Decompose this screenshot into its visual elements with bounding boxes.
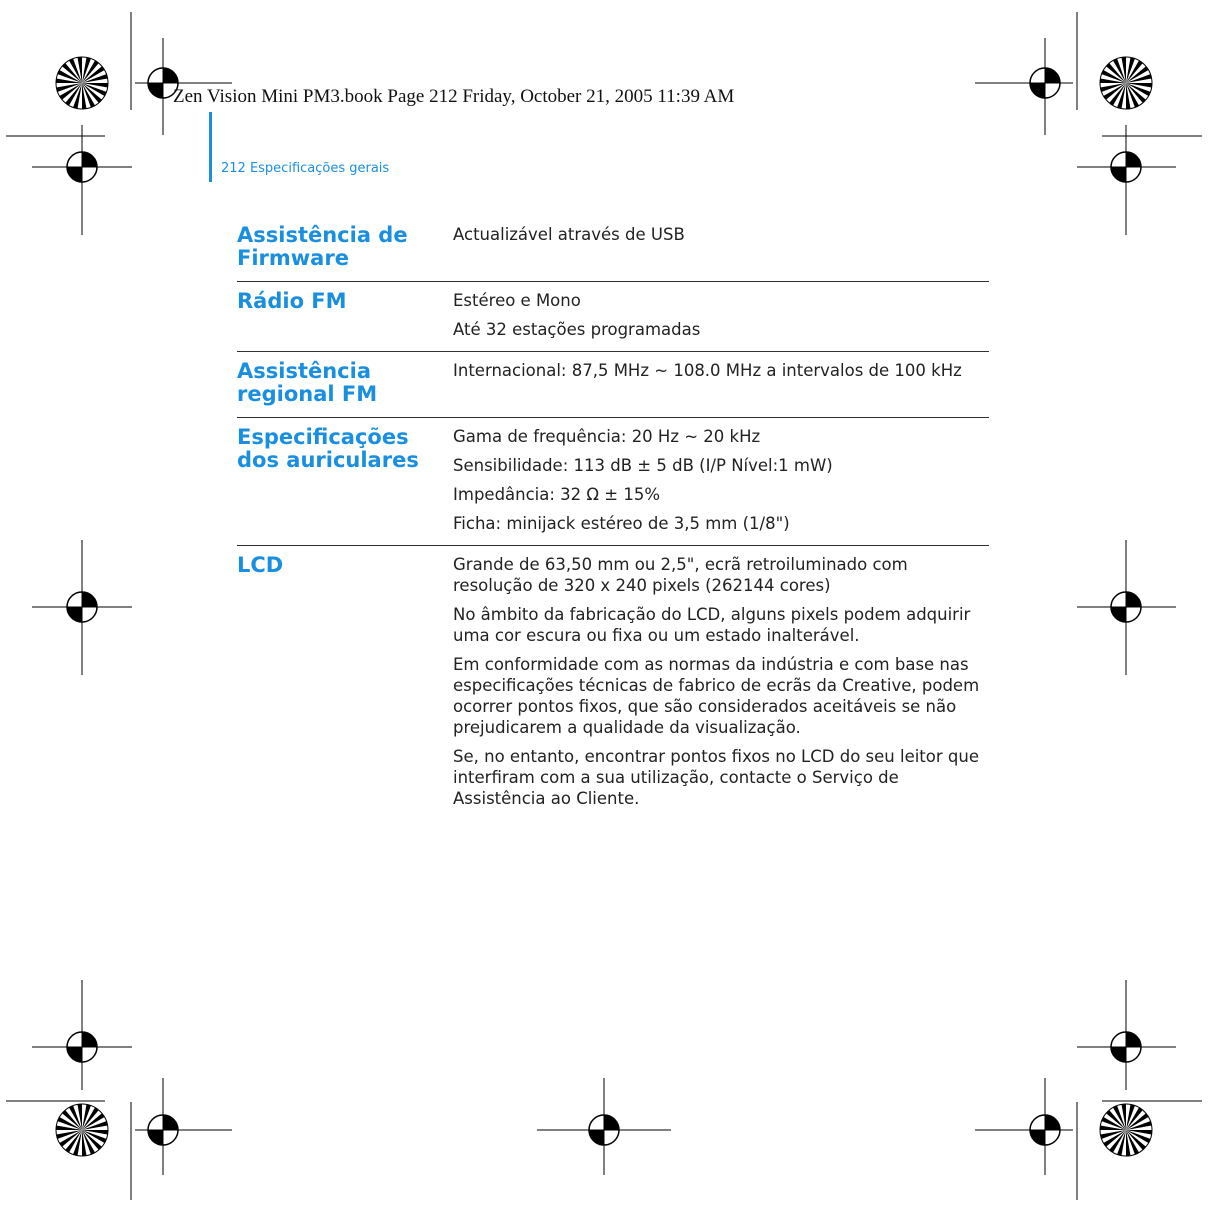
folio-rule	[209, 112, 212, 182]
spec-value: Gama de frequência: 20 Hz ~ 20 kHz	[453, 427, 761, 446]
spec-row-headphones	[237, 418, 989, 546]
spec-value: Se, no entanto, encontrar pontos fixos no LCD do seu leitor que interfiram com a sua utilização, contacte o Serviço de Assistência ao Cliente.	[453, 747, 979, 808]
spec-label: Especificações dos auriculares	[237, 425, 419, 472]
spec-value: Em conformidade com as normas da indústria e com base nas especificações técnicas de fabrico de ecrãs da Creative, podem ocorrer pontos fixos, que são considerados aceitáveis se não prejudicarem a qualidade da visualização.	[453, 655, 980, 737]
spec-value: Grande de 63,50 mm ou 2,5", ecrã retroiluminado com resolução de 320 x 240 pixels (262144 cores)	[453, 555, 908, 595]
spec-row-lcd	[237, 546, 989, 820]
star-target-icon	[1100, 1104, 1152, 1156]
spec-row-firmware	[237, 220, 989, 282]
spec-label: Rádio FM	[237, 289, 347, 313]
spec-values	[453, 554, 989, 809]
spec-row-fm-radio	[237, 282, 989, 352]
spec-values	[453, 426, 989, 534]
spec-value: No âmbito da fabricação do LCD, alguns pixels podem adquirir uma cor escura ou fixa ou um estado inalterável.	[453, 605, 971, 645]
spec-value: Impedância: 32 Ω ± 15%	[453, 485, 661, 504]
spec-label: LCD	[237, 553, 284, 577]
spec-value: Estéreo e Mono	[453, 291, 581, 310]
spec-label: Assistência de Firmware	[237, 223, 408, 270]
star-target-icon	[1100, 57, 1152, 109]
spec-values	[453, 290, 989, 340]
spec-value: Até 32 estações programadas	[453, 320, 701, 339]
spec-values	[453, 224, 989, 270]
spec-value: Ficha: minijack estéreo de 3,5 mm (1/8")	[453, 514, 790, 533]
spec-value: Sensibilidade: 113 dB ± 5 dB (I/P Nível:1 mW)	[453, 456, 833, 475]
spec-values	[453, 360, 989, 406]
spec-table	[237, 220, 989, 820]
spec-row-fm-region	[237, 352, 989, 418]
star-target-icon	[56, 57, 108, 109]
spec-value: Actualizável através de USB	[453, 225, 685, 244]
spec-value: Internacional: 87,5 MHz ~ 108.0 MHz a intervalos de 100 kHz	[453, 361, 962, 380]
spec-label: Assistência regional FM	[237, 359, 378, 406]
star-target-icon	[56, 1104, 108, 1156]
print-slug: Zen Vision Mini PM3.book Page 212 Friday, October 21, 2005 11:39 AM	[173, 86, 735, 107]
page-folio: 212 Especificações gerais	[221, 161, 390, 176]
